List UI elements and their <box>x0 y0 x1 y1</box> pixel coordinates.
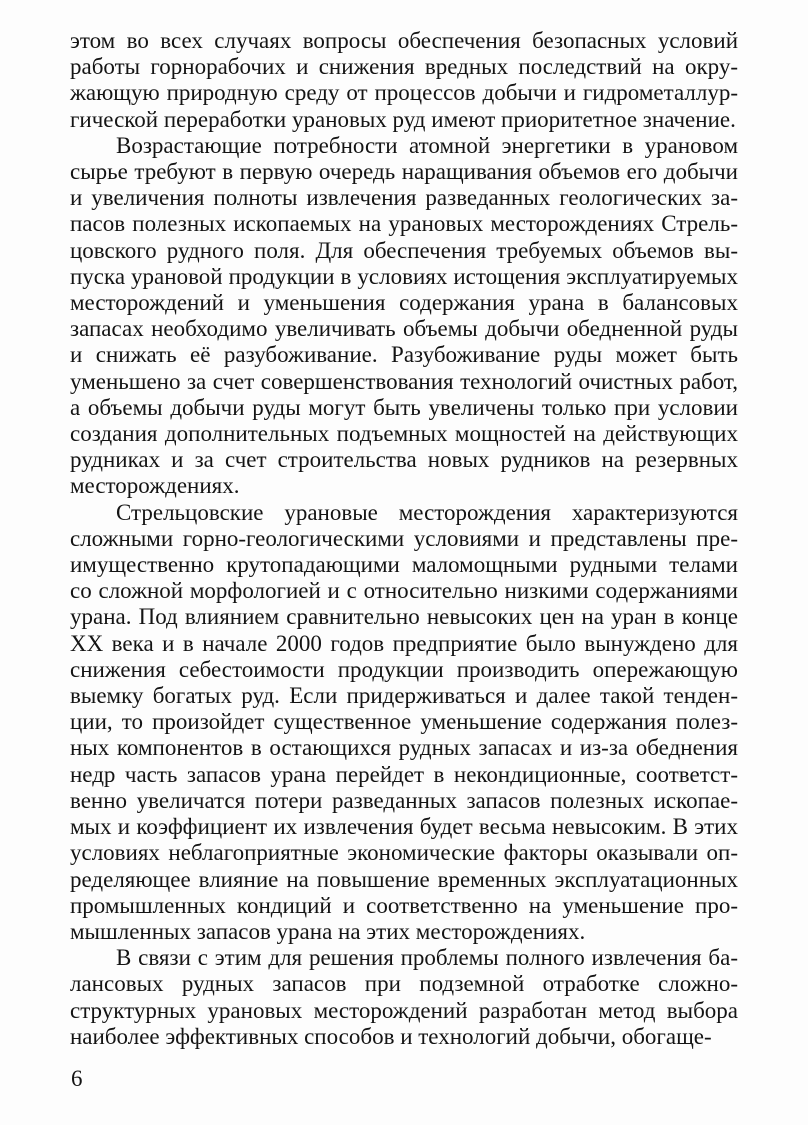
paragraph-3: Стрельцовские урановые месторождения характеризуются сложными горно-геологическими условиями и представлены преимущественно крутопадающими маломощными рудными телами со сложной морфологией и с относительно низкими содержаниями урана. Под влиянием сравнительно невысоких цен на уран в конце XX века и в начале 2000 годов предприятие было вынуждено для снижения себестоимости продукции производить опережающую выемку богатых руд. Если придерживаться и далее такой тенденции, то произойдет существенное уменьшение содержания полезных компонентов в остающихся рудных запасах и из-за обеднения недр часть запасов урана перейдет в некондиционные, соответственно увеличатся потери разведанных запасов полезных ископаемых и коэффициент их извлечения будет весьма невысоким. В этих условиях неблагоприятные экономические факторы оказывали определяющее влияние на повышение временных эксплуатационных промышленных кондиций и соответственно на уменьшение промышленных запасов урана на этих месторождениях. <box>70 499 738 944</box>
body-text <box>70 28 738 1050</box>
paragraph-4: В связи с этим для решения проблемы полного извлечения балансовых рудных запасов при подземной отработке сложноструктурных урановых месторождений разработан метод выбора наиболее эффективных способов и технологий добычи, обогаще- <box>70 945 738 1049</box>
page-number: 6 <box>71 1066 83 1091</box>
paragraph-1: этом во всех случаях вопросы обеспечения безопасных условий работы горнорабочих и снижения вредных последствий на окружающую природную среду от процессов добычи и гидрометаллургической переработки урановых руд имеют приоритетное значение. <box>70 28 738 132</box>
paragraph-2: Возрастающие потребности атомной энергетики в урановом сырье требуют в первую очередь наращивания объемов его добычи и увеличения полноты извлечения разведанных геологических запасов полезных ископаемых на урановых месторождениях Стрельцовского рудного поля. Для обеспечения требуемых объемов выпуска урановой продукции в условиях истощения эксплуатируемых месторождений и уменьшения содержания урана в балансовых запасах необходимо увеличивать объемы добычи обедненной руды и снижать её разубоживание. Разубоживание руды может быть уменьшено за счет совершенствования технологий очистных работ, а объемы добычи руды могут быть увеличены только при условии создания дополнительных подъемных мощностей на действующих рудниках и за счет строительства новых рудников на резервных месторождениях. <box>70 132 738 499</box>
